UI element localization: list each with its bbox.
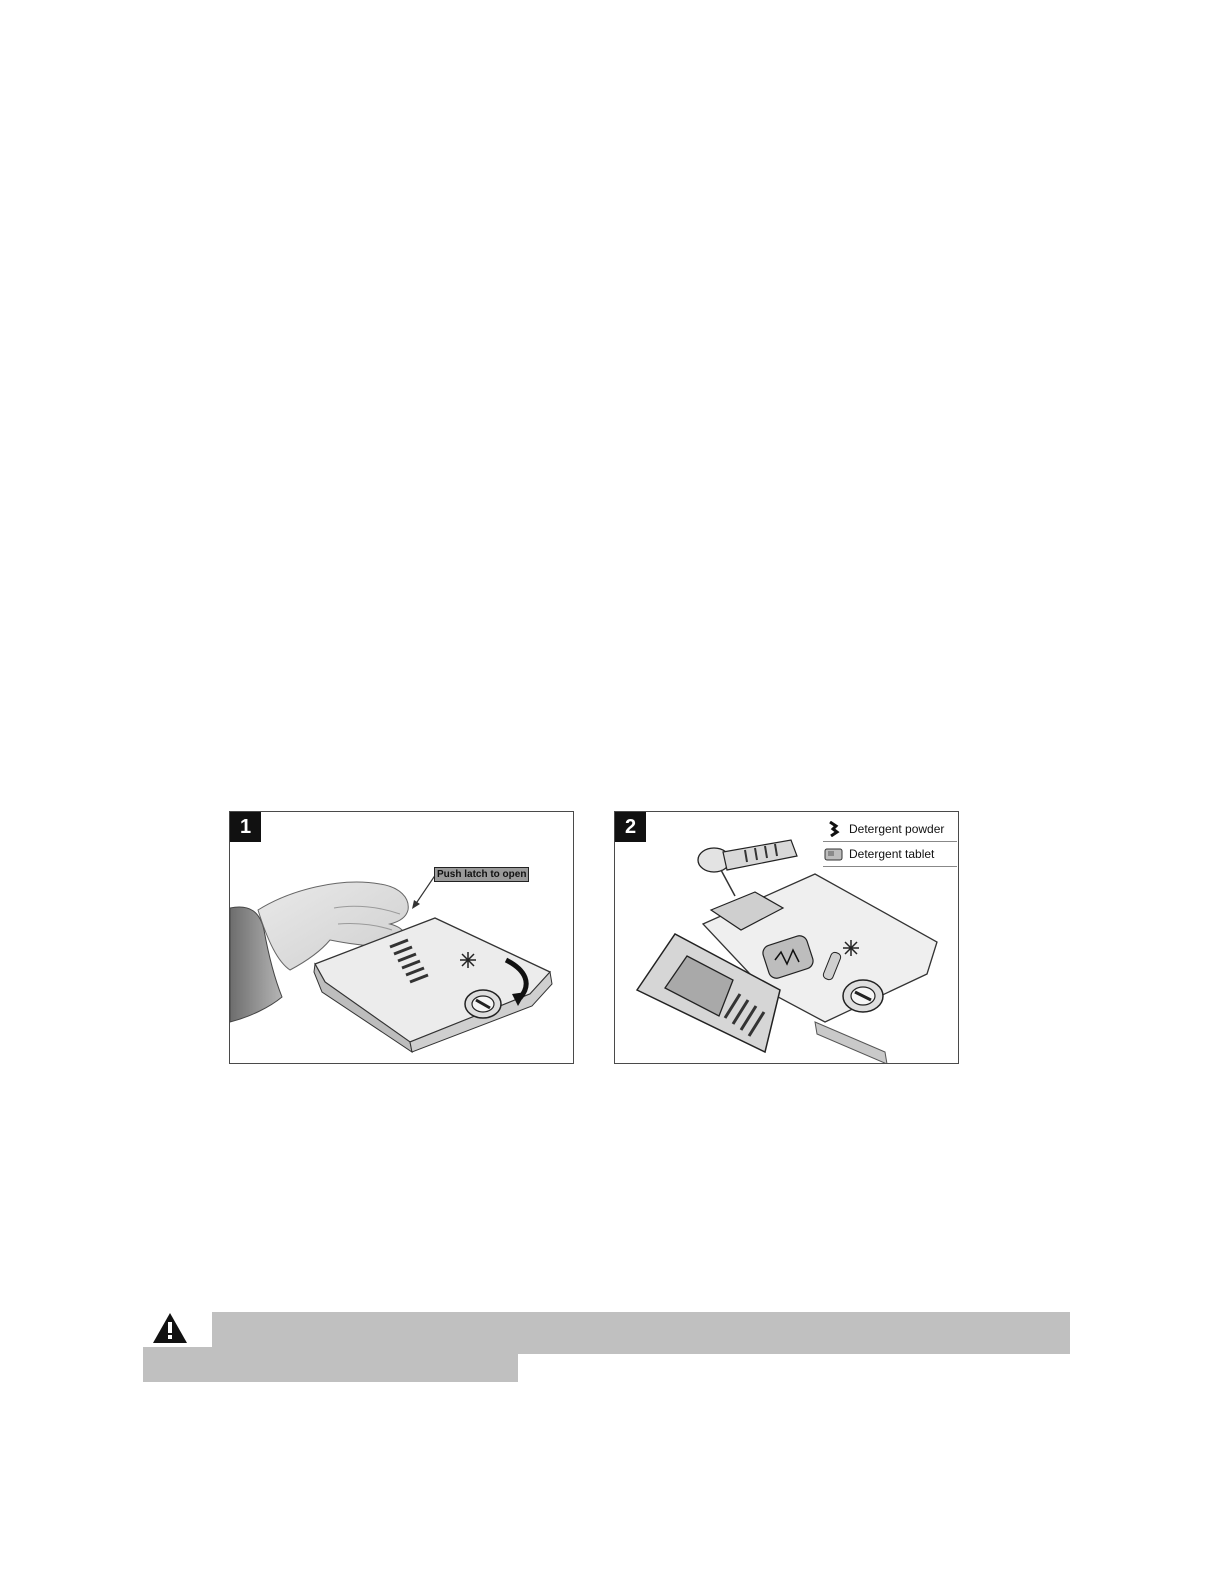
warning-triangle-icon bbox=[150, 1310, 190, 1346]
detergent-powder-icon bbox=[823, 820, 845, 838]
legend-item-powder bbox=[823, 817, 957, 842]
dispenser-hand-illustration bbox=[230, 812, 574, 1064]
legend bbox=[823, 817, 957, 867]
warning-highlight bbox=[143, 1347, 518, 1382]
legend-label: Detergent powder bbox=[849, 822, 945, 836]
figure-step-1 bbox=[229, 811, 574, 1064]
legend-label: Detergent tablet bbox=[849, 847, 935, 861]
step-number-badge: 2 bbox=[615, 812, 646, 842]
step-number-badge: 1 bbox=[230, 812, 261, 842]
legend-item-tablet bbox=[823, 842, 957, 867]
figure-step-2 bbox=[614, 811, 959, 1064]
detergent-tablet-icon bbox=[823, 845, 845, 863]
push-latch-callout: Push latch to open bbox=[434, 867, 529, 882]
